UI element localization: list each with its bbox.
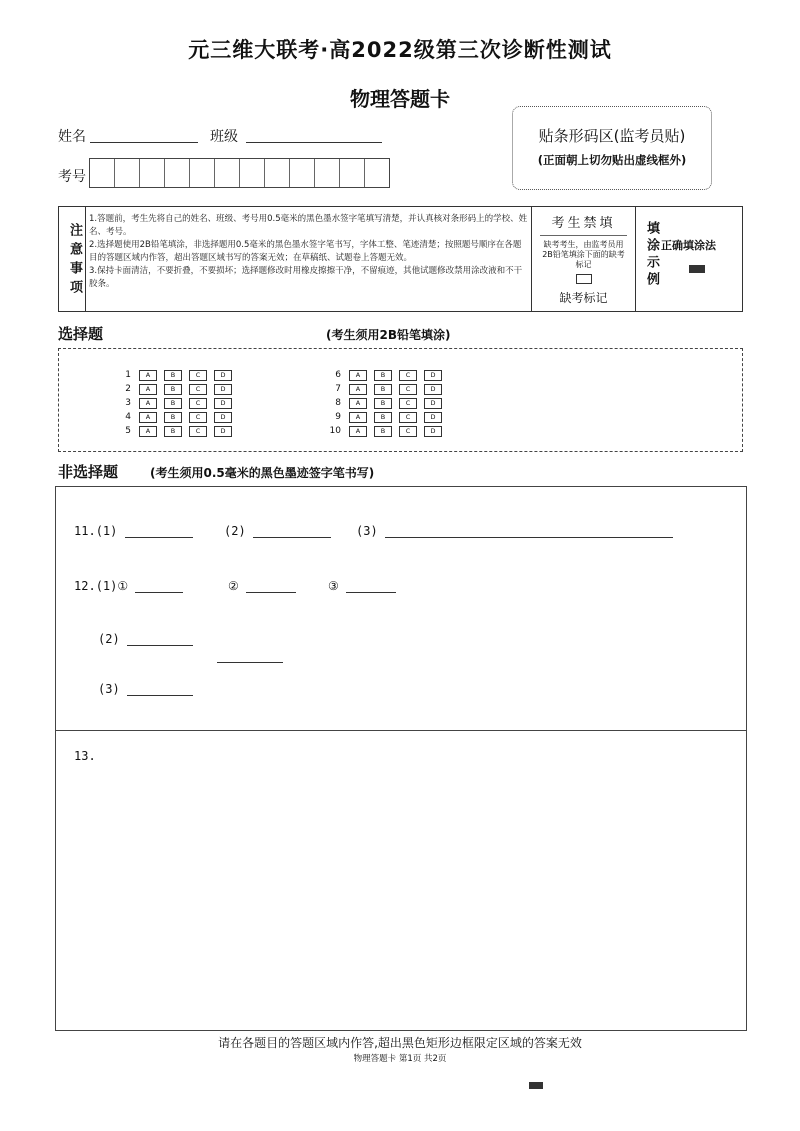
barcode-area — [512, 106, 712, 190]
q12-row-b — [228, 579, 296, 593]
notice-items — [89, 213, 529, 291]
mcq-row: 4 A B C D — [109, 410, 239, 424]
mcq-row: 7 A B C D — [319, 382, 449, 396]
q13-num: 13. — [74, 749, 96, 763]
absent-note: 缺考考生，由监考员用2B铅笔填涂下面的缺考标记 — [542, 240, 625, 269]
id-digit-box[interactable] — [190, 159, 215, 187]
mcq-row: 2 A B C D — [109, 382, 239, 396]
fill-example-label: 正确填涂法 — [661, 239, 716, 252]
mcq-row: 10 A B C D — [319, 424, 449, 438]
alignment-mark — [529, 1082, 543, 1089]
page-subtitle: 物理答题卡 — [350, 87, 450, 111]
footer-warning: 请在各题目的答题区域内作答,超出黑色矩形边框限定区域的答案无效 — [218, 1036, 582, 1050]
barcode-note: (正面朝上切勿贴出虚线框外) — [537, 153, 687, 167]
q12-part1c: ③ — [328, 579, 339, 593]
answer-blank[interactable] — [246, 580, 296, 593]
forbidden-title: 考生禁填 — [551, 216, 616, 231]
answer-blank[interactable] — [135, 580, 183, 593]
forbidden-area — [532, 207, 635, 311]
id-digit-box[interactable] — [115, 159, 140, 187]
q12-row-2 — [98, 632, 193, 646]
mcq-instruction: (考生须用2B铅笔填涂) — [326, 328, 451, 342]
barcode-title: 贴条形码区(监考员贴) — [538, 127, 686, 145]
q12-num: 12. — [74, 579, 96, 593]
answer-blank[interactable] — [217, 650, 283, 663]
answer-blank[interactable] — [125, 525, 193, 538]
q11-part3: (3) — [356, 524, 378, 538]
id-digit-box[interactable] — [165, 159, 190, 187]
name-label: 姓名 — [58, 129, 86, 145]
mcq-title: 选择题 — [58, 325, 104, 343]
q12-part2: (2) — [98, 632, 120, 646]
notice-box — [58, 206, 743, 312]
id-digit-box[interactable] — [290, 159, 315, 187]
answer-blank[interactable] — [346, 580, 396, 593]
q11-row-3 — [356, 524, 673, 538]
mcq-right-column — [319, 368, 449, 438]
answer-blank[interactable] — [127, 683, 193, 696]
fill-example-heading: 填涂示例 — [644, 221, 659, 289]
page-title: 元三维大联考·高2022级第三次诊断性测试 — [188, 38, 612, 62]
q12-row-2b — [217, 644, 283, 663]
q11-part1: (1) — [95, 524, 118, 538]
answer-box-11-12 — [55, 486, 747, 731]
id-digit-box[interactable] — [240, 159, 265, 187]
id-label: 考号 — [58, 169, 86, 185]
mcq-row: 9 A B C D — [319, 410, 449, 424]
class-label: 班级 — [210, 129, 238, 145]
absent-label: 缺考标记 — [559, 291, 608, 305]
q12-part3: (3) — [98, 682, 120, 696]
mcq-row: 8 A B C D — [319, 396, 449, 410]
q12-row — [74, 579, 183, 593]
notice-item: 3.保持卡面清洁，不要折叠，不要损坏；选择题修改时用橡皮擦擦干净，不留痕迹，其他试题修改禁用涂改液和不干胶条。 — [89, 266, 523, 289]
q11-row-2 — [224, 524, 331, 538]
id-digit-box[interactable] — [365, 159, 389, 187]
answer-box-13[interactable] — [55, 729, 747, 1031]
mcq-left-column — [109, 368, 239, 438]
id-grid — [89, 158, 390, 188]
id-digit-box[interactable] — [90, 159, 115, 187]
nonmcq-title: 非选择题 — [58, 463, 119, 481]
mcq-row: 5 A B C D — [109, 424, 239, 438]
mcq-box — [58, 348, 743, 452]
answer-blank[interactable] — [385, 525, 673, 538]
q12-row-c — [328, 579, 396, 593]
mcq-row: 3 A B C D — [109, 396, 239, 410]
page-info: 物理答题卡 第1页 共2页 — [353, 1054, 447, 1064]
fill-sample-mark — [689, 265, 705, 273]
notice-item: 2.选择题使用2B铅笔填涂，非选择题用0.5毫米的黑色墨水签字笔书写，字体工整、笔迹清楚；按照题号顺序在各题目的答题区域内作答，超出答题区域书写的答案无效；在草稿纸、试题卷上答题无效。 — [89, 240, 522, 263]
notice-heading: 注意事项 — [67, 223, 82, 299]
id-digit-box[interactable] — [315, 159, 340, 187]
q11-part2: (2) — [224, 524, 246, 538]
id-digit-box[interactable] — [265, 159, 290, 187]
absent-mark-box[interactable] — [576, 274, 592, 284]
answer-blank[interactable] — [127, 633, 193, 646]
nonmcq-instruction: (考生须用0.5毫米的黑色墨迹签字笔书写) — [150, 466, 375, 480]
q12-part1b: ② — [228, 579, 239, 593]
q12-part1: (1)① — [95, 579, 129, 593]
name-field[interactable] — [90, 126, 198, 143]
id-digit-box[interactable] — [215, 159, 240, 187]
notice-item: 1.答题前，考生先将自己的姓名、班级、考号用0.5毫米的黑色墨水签字笔填写清楚，并认真核对条形码上的学校、姓名、考号。 — [89, 214, 528, 237]
q12-row-3 — [98, 682, 193, 696]
answer-blank[interactable] — [253, 525, 331, 538]
mcq-row: 6 A B C D — [319, 368, 449, 382]
q11-num: 11. — [74, 524, 96, 538]
class-field[interactable] — [246, 126, 382, 143]
mcq-row: 1 A B C D — [109, 368, 239, 382]
q11-row — [74, 524, 193, 538]
id-digit-box[interactable] — [340, 159, 365, 187]
id-digit-box[interactable] — [140, 159, 165, 187]
